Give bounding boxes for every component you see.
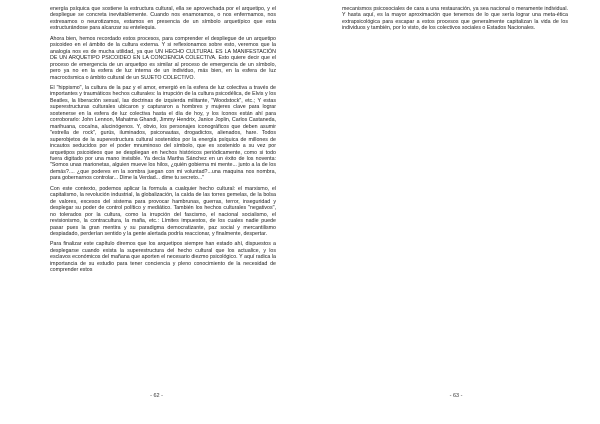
paragraph: Ahora bien, hemos recordado estos procesos, para comprender el despliegue de un arquetipo psicoideo en el ámbito de la cultura externa. Y si reflexionamos sobre esto, veremos que la analogía nos es de mucha utilidad, ya que UN HECHO CULTURAL ES LA MANIFESTACIÓN DE UN ARQUETIPO PSICOIDEO EN LA CONCIENCIA COLECTIVA. Esto quiere decir que el proceso de emergencia de un arquetipo es similar al proceso de emergencia de un símbolo, pero ya no en la esfera de luz interna de un individuo, más bien, en la esfera de luz macrocósmica o ámbito cultural de un SUJETO COLECTIVO.	[50, 35, 276, 81]
paragraph: El "hippismo", la cultura de la paz y el amor, emergió en la esfera de luz colectiva a través de importantes y traumáticos hechos culturales: la irrupción de la cultura psicodélica, de Elvis y los Beatles, la liberación sexual, las doctrinas de izquierda militante, "Woodstock", etc.; Y estas superestructuras culturales ubicaron y capturaron a hombres y mujeres clave para lograr sostenerse en la esfera de luz colectiva hasta el día de hoy, y los íconos están ahí para corroborarlo: John Lennon, Mahatma Ghandi, Jimmy Hendrix, Janice Joplin, Carlos Castaneda, marihuana, cocaína, alucinógenos. Y, obvio, los personajes iconográficos que deben asumir "estrella de rock", gurús, iluminados, psiconautas, drogadictos, alienados, hare. Todos superobjetos de la superestructura cultural sostenidos por la energía psíquica de millones de incautos seducidos por el poder mnuminoso del símbolo, que es sostenido a su vez por arquetipos psicoideos que se despliegan en hechos históricos periódicamente, como si todo fuera digitado por una mano invisible. Ya decía Martha Sánchez en un éxito de los noventa: "Somos unas marionetas, alguien mueve los hilos, ¿quién gobierna mi mente... junto a la de los demás?.... ¿que poderes en la sombra juegan con mi voluntad?...una maquina nos nombra, para gobernarnos controlar... Dime la Verdad... dime tu secreto..."	[50, 84, 276, 182]
left-text-column	[50, 6, 276, 278]
paragraph: Con este contexto, podemos aplicar la formula a cualquier hecho cultural: el marxismo, el capitalismo, la revolución industrial, la globalización, la caída de las torres gemelas, de la bolsa de valores, excesos del sistema para provocar hambrunas, guerras, terror, inseguridad y desplegar su poder de control político y mediático. También los hechos culturales "negativos", no tolerados por la cultura, como la irrupción del fascismo, el nacional socialismo, el revisionismo, la contracultura, la mafia, etc.: Límites impuestos, de los cuales nadie puede pasar pues la gran mentira y su paradigma democratizante, paz social y mercantilismo despiadado, perderían sentido y la gente alertada podría reaccionar, y finalmente, despertar.	[50, 185, 276, 237]
paragraph: mecanismos psicosociales de cara a una restauración, ya sea nacional o meramente individual. Y hasta aquí, es la mayor aproximación que tenemos de lo que sería lograr una meta-ética extrapsicológica para escapar a estos procesos que generalmente capitalizan la vida de los individuos y también, por lo visto, de los colectivos sociales o Estados Nacionales.	[342, 6, 568, 32]
page-number: - 62 -	[150, 393, 163, 399]
paragraph: Para finalizar este capítulo diremos que los arquetipos siempre han estado ahí, dispuestos a desplegarse cuando exista la superestructura del hecho cultural que los actualice, y los esclavos económicos del mañana que aporten el necesario diezmo psicológico. Y aquí radica la importancia de su estudio para tener conciencia y pleno conocimiento de la necesidad de comprender estos	[50, 241, 276, 274]
page-number: - 63 -	[449, 393, 463, 399]
paragraph: energía psíquica que sostiene la estructura cultural, ella se aprovechada por el arquetipo, y el despliegue se concreta inevitablemente. Cuando nos enamoramos, o nos enfermamos, nos estresamos o neurotizamos, estamos en presencia de un símbolo arquetípico que esta estructurándose para alcanzar su entelequia.	[50, 6, 276, 32]
right-page	[300, 0, 600, 424]
right-text-column	[342, 6, 568, 36]
